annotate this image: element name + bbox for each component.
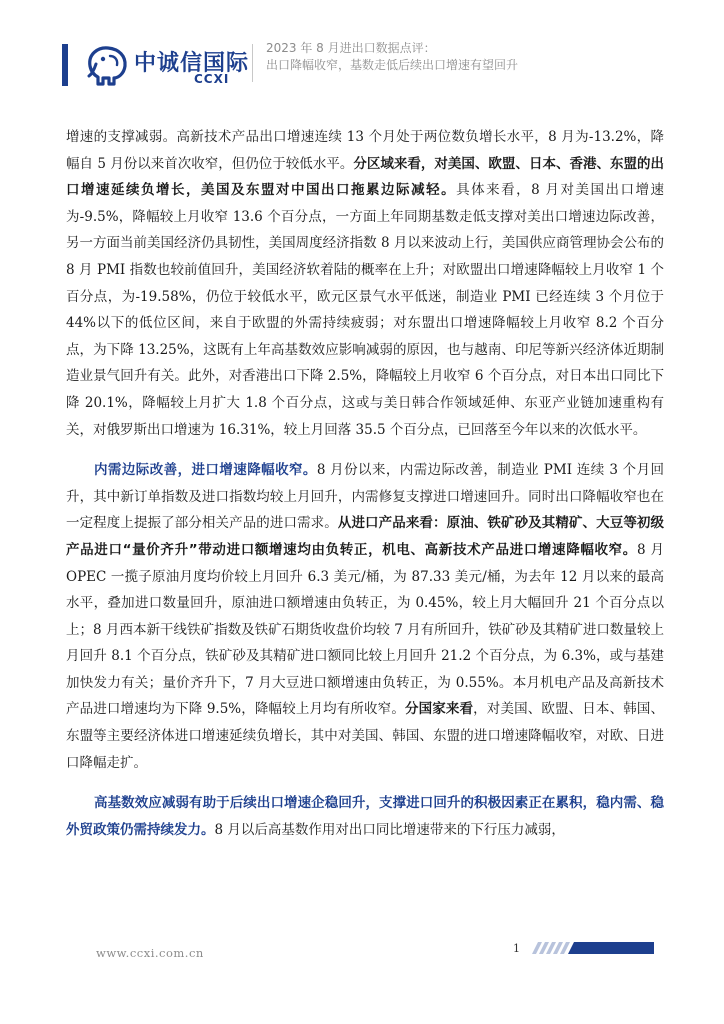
footer-website: www.ccxi.com.cn [96,946,204,960]
report-title-line-2: 出口降幅收窄，基数走低后续出口增速有望回升 [266,58,519,72]
bold-text: 分区域来看，对美国、欧盟、日本、香港、东盟的出口增速延续负增长，美国及东盟对中国出口拖累边际减轻。 [66,155,665,199]
page-header [0,0,724,110]
page-number: 1 [513,942,520,955]
bold-text: 分国家来看 [404,701,474,718]
paragraph-topic-sentence: 高基数效应减弱有助于后续出口增速企稳回升，支撑进口回升的积极因素正在累积，稳内需、稳外贸政策仍需持续发力。 [66,795,664,838]
logo-english-name: CCXI [194,72,230,86]
body-text: 8 月份以来，内需边际改善，制造业 PMI 连续 3 个月回升，其中新订单指数及进口指数均较上月回升，内需修复支撑进口增速回升。同时出口降幅收窄也在一定程度上提振了部分相关产品的进口需求。 [66,462,665,532]
footer-stripes-icon [528,942,654,954]
body-text: ，对美国、欧盟、日本、韩国、东盟等主要经济体进口增速延续负增长，其中对美国、韩国、东盟的进口增速降幅收窄，对欧、日进口降幅走扩。 [66,701,664,771]
header-divider [252,44,253,82]
paragraph-topic-sentence: 内需边际改善，进口增速降幅收窄。 [94,462,317,479]
report-title-line-1: 2023 年 8 月进出口数据点评： [266,41,436,55]
document-body [66,124,664,843]
bold-text: 从进口产品来看：原油、铁矿砂及其精矿、大豆等初级产品进口“量价齐升”带动进口额增速均由负转正，机电、高新技术产品进口增速降幅收窄。 [66,515,665,558]
paragraph [66,457,664,776]
report-title [266,40,518,74]
paragraph [66,790,664,843]
body-text: 具体来看，8 月对美国出口增速为-9.5%，降幅较上月收窄 13.6 个百分点，一方面上年同期基数走低支撑对美出口增速边际改善，另一方面当前美国经济仍具韧性，美国周度经济指数 8 月以来波动上行，美国供应商管理协会公布的 8 月 PMI 指数也较前值回升，美国经济软着陆的概率在上升；对欧盟出口增速降幅较上月收窄 1 个百分点，为-19.58%，仍位于较低水平，欧元区景气水平低迷，制造业 PMI 已经连续 3 个月位于 44%以下的低位区间，来自于欧盟的外需持续疲弱；对东盟出口增速降幅较上月收窄 8.2 个百分点，为下降 13.25%，这既有上年高基数效应影响减弱的原因，也与越南、印尼等新兴经济体近期制造业景气回升有关。此外，对香港出口下降 2.5%，降幅较上月收窄 6 个百分点，对日本出口同比下降 20.1%，降幅较上月扩大 1.8 个百分点，这或与美日韩合作领域延伸、东亚产业链加速重构有关，对俄罗斯出口增速为 16.31%，较上月回落 35.5 个百分点，已回落至今年以来的次低水平。 [66,182,664,438]
header-accent-bar [62,44,68,86]
page-footer [0,930,724,970]
logo-chinese-name: 中诚信国际 [134,51,250,76]
ccxi-logo [84,42,250,90]
body-text: 增速的支撑减弱。高新技术产品出口增速连续 13 个月处于两位数负增长水平，8 月为-13.2%，降幅自 5 月份以来首次收窄，但仍位于较低水平。 [66,129,664,172]
paragraph [66,124,664,443]
body-text: 8 月 OPEC 一揽子原油月度均价较上月回升 6.3 美元/桶，为 87.33 美元/桶，为去年 12 月以来的最高水平，叠加进口数量回升，原油进口额增速由负转正，为 0.45%，较上月大幅回升 21 个百分点以上；8 月西本新干线铁矿指数及铁矿石期货收盘价均较 7 月有所回升，铁矿砂及其精矿进口数量较上月回升 8.1 个百分点，铁矿砂及其精矿进口额同比较上月回升 21.2 个百分点，为 6.3%，或与基建加快发力有关；量价齐升下，7 月大豆进口额增速由负转正，为 0.55%。本月机电产品及高新技术产品进口增速均为下降 9.5%，降幅较上月均有所收窄。 [66,541,664,718]
elephant-logo-icon [84,44,130,86]
body-text: 8 月以后高基数作用对出口同比增速带来的下行压力减弱， [214,821,565,838]
